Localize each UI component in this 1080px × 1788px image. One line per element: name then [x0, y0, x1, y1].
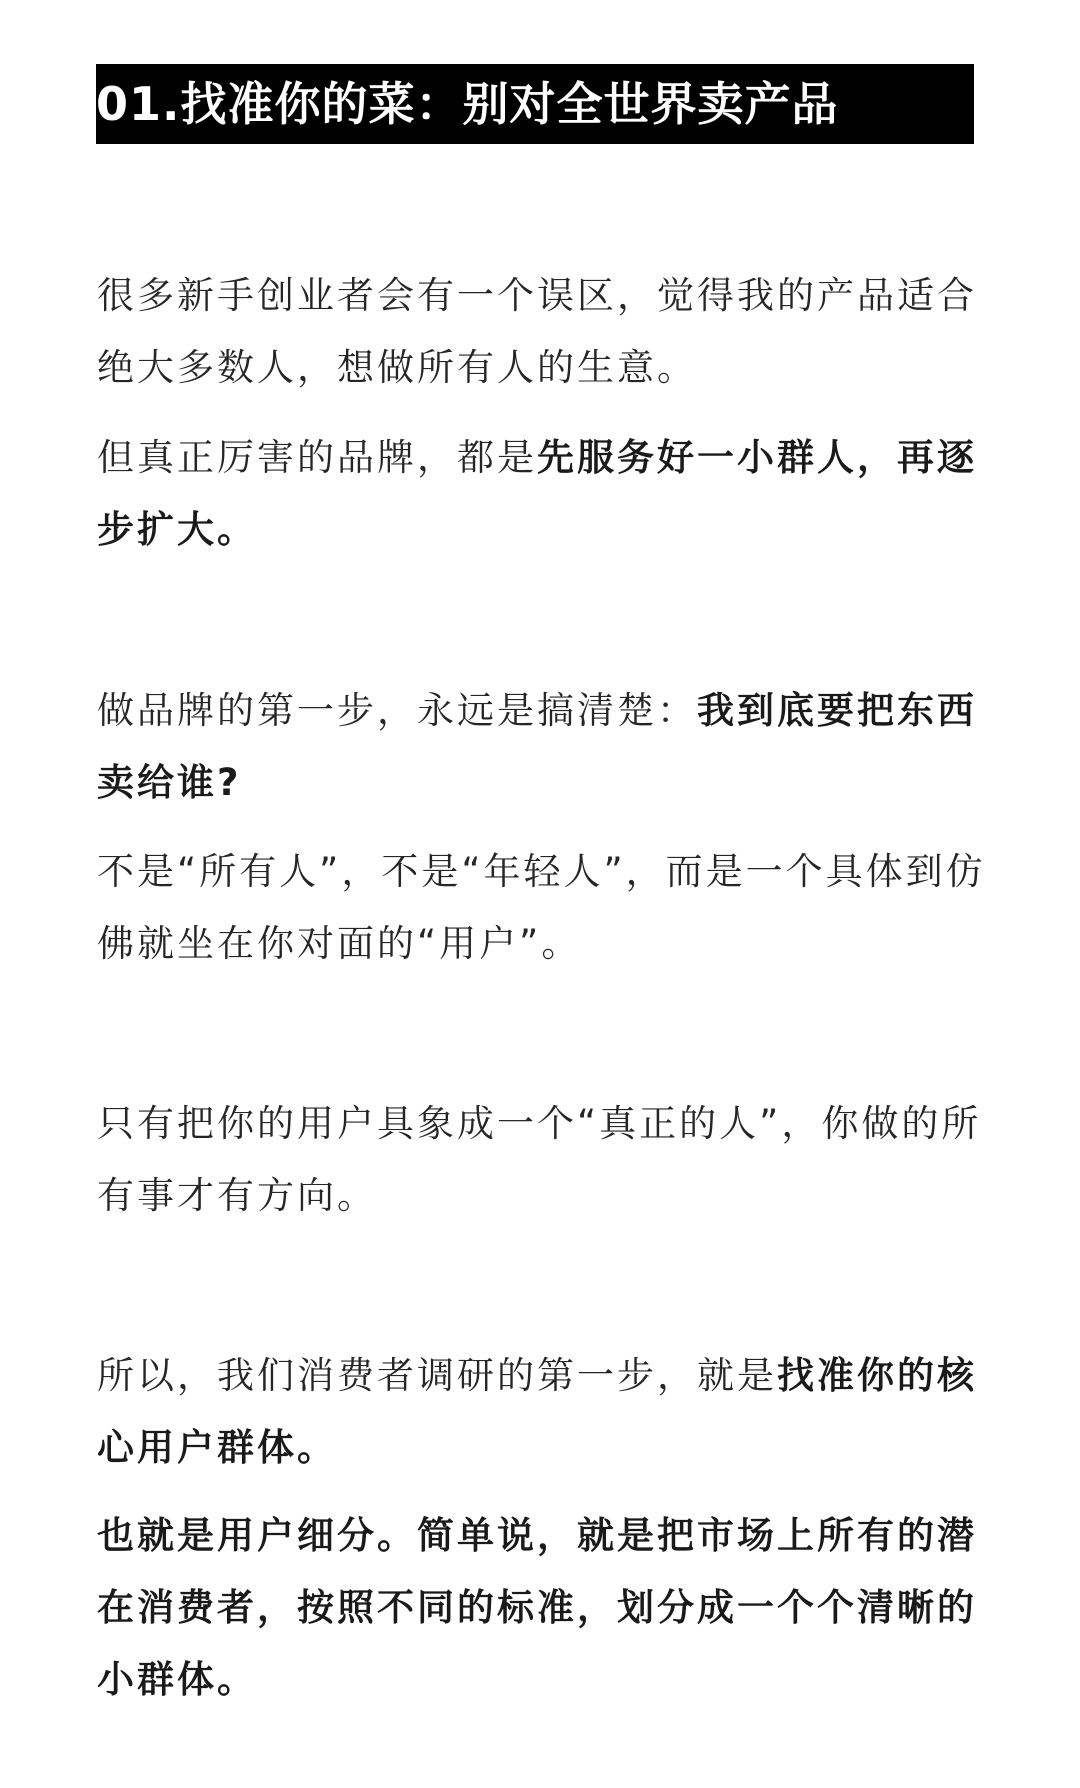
- paragraph-7: [97, 1500, 987, 1716]
- paragraph-1-text: 很多新手创业者会有一个误区，觉得我的产品适合绝大多数人，想做所有人的生意。: [97, 274, 977, 389]
- section-heading-text: 01.找准你的菜：别对全世界卖产品: [96, 77, 839, 131]
- section-heading: [96, 64, 974, 144]
- paragraph-2: [97, 422, 987, 566]
- paragraph-5: [97, 1088, 987, 1232]
- paragraph-4: [97, 836, 987, 980]
- paragraph-5-text: 只有把你的用户具象成一个“真正的人”，你做的所有事才有方向。: [97, 1102, 982, 1217]
- paragraph-1: [97, 260, 987, 404]
- paragraph-3: [97, 675, 987, 819]
- paragraph-2-text: 但真正厉害的品牌，都是: [97, 436, 537, 479]
- paragraph-6: [97, 1340, 987, 1484]
- paragraph-7-bold: 也就是用户细分。简单说，就是把市场上所有的潜在消费者，按照不同的标准，划分成一个个清晰的小群体。: [97, 1514, 977, 1701]
- paragraph-2-bold: 先服务好一小群人，再逐步扩大。: [97, 436, 977, 551]
- paragraph-3-text: 做品牌的第一步，永远是搞清楚：: [97, 689, 697, 732]
- paragraph-6-bold: 找准你的核心用户群体。: [97, 1354, 977, 1469]
- paragraph-4-text: 不是“所有人”，不是“年轻人”，而是一个具体到仿佛就坐在你对面的“用户”。: [97, 850, 986, 965]
- paragraph-3-bold: 我到底要把东西卖给谁?: [97, 689, 977, 804]
- paragraph-6-text: 所以，我们消费者调研的第一步，就是: [97, 1354, 777, 1397]
